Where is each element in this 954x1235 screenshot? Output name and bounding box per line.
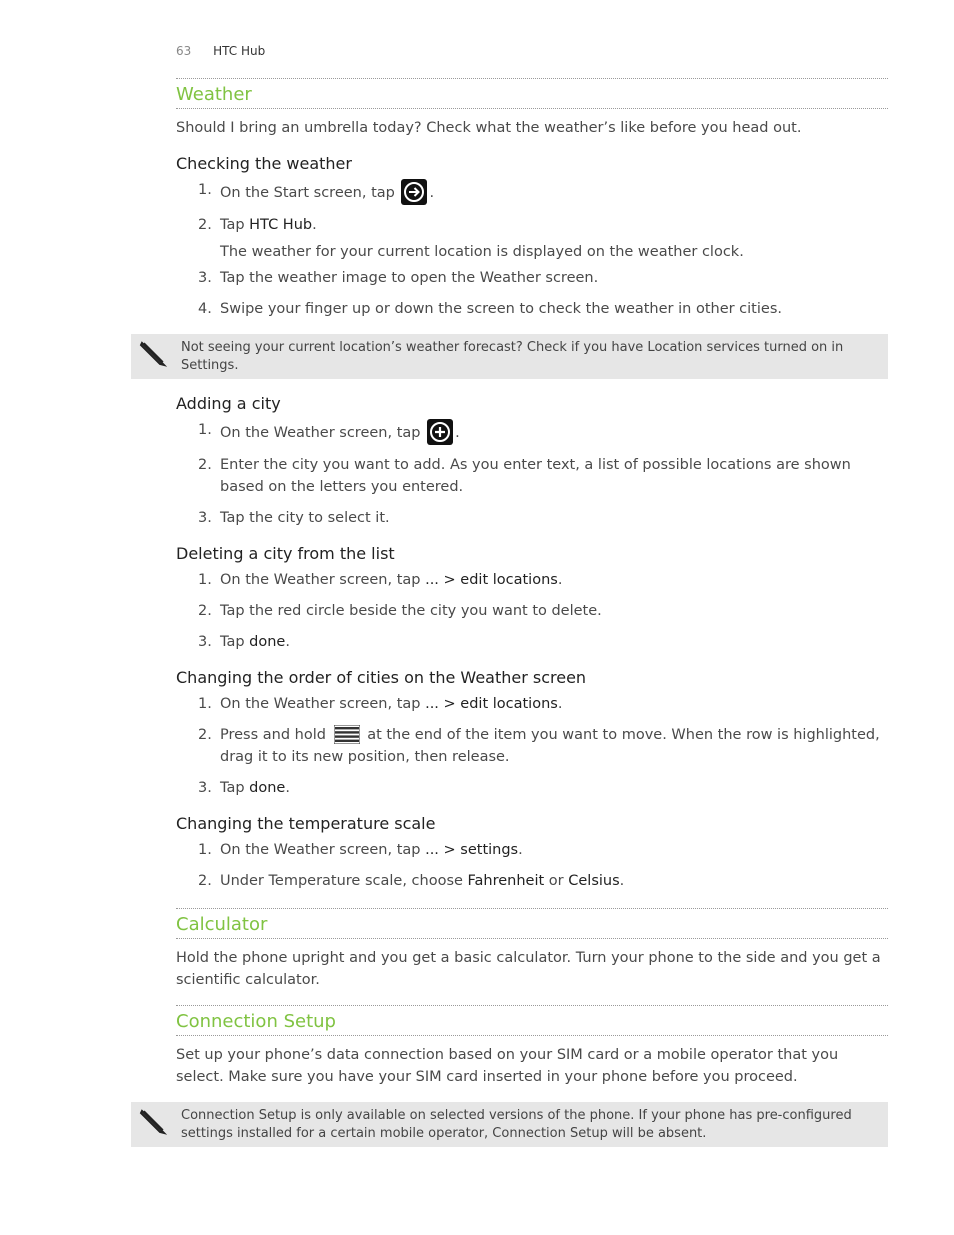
subtitle-deleting-city: Deleting a city from the list (176, 544, 395, 563)
list-item: 3. Tap done. (198, 634, 290, 650)
page-number: 63 (176, 44, 192, 58)
note-text: Connection Setup is only available on selected versions of the phone. If your phone has pre-configured settings installed for a certain mobile operator, Connection Setup will be absent. (181, 1108, 852, 1141)
step-result-text: The weather for your current location is displayed on the weather clock. (220, 244, 744, 260)
subtitle-checking-weather: Checking the weather (176, 154, 352, 173)
steps-ordering-cities (176, 693, 888, 799)
steps-checking-weather-cont (176, 267, 888, 320)
section-title-weather: Weather (176, 78, 888, 109)
page-content (176, 72, 888, 1159)
note-box-location (131, 334, 888, 379)
section-title-connection-setup: Connection Setup (176, 1005, 888, 1036)
list-item: 2. Press and hold at the end of the item you want to move. When the row is highlighted, drag it to its new position, then release. (198, 727, 880, 765)
pencil-note-icon (139, 340, 167, 368)
list-item: 1. On the Weather screen, tap ... > edit locations. (198, 572, 563, 588)
running-header (176, 44, 265, 58)
calculator-text: Hold the phone upright and you get a basic calculator. Turn your phone to the side and you get a scientific calculator. (176, 950, 881, 988)
chapter-name: HTC Hub (213, 44, 266, 58)
note-box-connection (131, 1102, 888, 1147)
list-item: 1. On the Weather screen, tap ... > settings. (198, 842, 523, 858)
list-item: 1. On the Weather screen, tap ... > edit locations. (198, 696, 563, 712)
subtitle-adding-city: Adding a city (176, 394, 281, 413)
list-item: 3. Tap the city to select it. (198, 510, 390, 526)
section-title-calculator: Calculator (176, 908, 888, 939)
list-item: 1. On the Start screen, tap . (176, 179, 888, 205)
list-item: 3. Tap done. (198, 780, 290, 796)
steps-checking-weather (176, 179, 888, 236)
list-item: 2. Enter the city you want to add. As you enter text, a list of possible locations are shown based on the letters you entered. (198, 457, 851, 495)
connection-text: Set up your phone’s data connection based on your SIM card or a mobile operator that you select. Make sure you have your SIM card inserted in your phone before you proceed. (176, 1047, 839, 1085)
list-item: 2. Under Temperature scale, choose Fahrenheit or Celsius. (198, 873, 625, 889)
list-item: 2. Tap the red circle beside the city you want to delete. (198, 603, 602, 619)
subtitle-ordering-cities: Changing the order of cities on the Weather screen (176, 668, 587, 687)
pencil-note-icon (139, 1108, 167, 1136)
add-circle-icon (427, 419, 453, 445)
list-item: 4. Swipe your finger up or down the screen to check the weather in other cities. (198, 301, 782, 317)
drag-grip-icon (334, 725, 360, 744)
arrow-right-circle-icon (401, 179, 427, 205)
steps-adding-city (176, 419, 888, 529)
weather-intro: Should I bring an umbrella today? Check what the weather’s like before you head out. (176, 120, 802, 136)
list-item: 1. On the Weather screen, tap . (176, 419, 888, 445)
subtitle-temperature-scale: Changing the temperature scale (176, 814, 436, 833)
list-item: 3. Tap the weather image to open the Weather screen. (198, 270, 599, 286)
list-item: 2. Tap HTC Hub. (198, 217, 317, 233)
note-text: Not seeing your current location’s weather forecast? Check if you have Location services turned on in Settings. (181, 340, 844, 373)
steps-deleting-city (176, 569, 888, 653)
steps-temperature-scale (176, 839, 888, 892)
